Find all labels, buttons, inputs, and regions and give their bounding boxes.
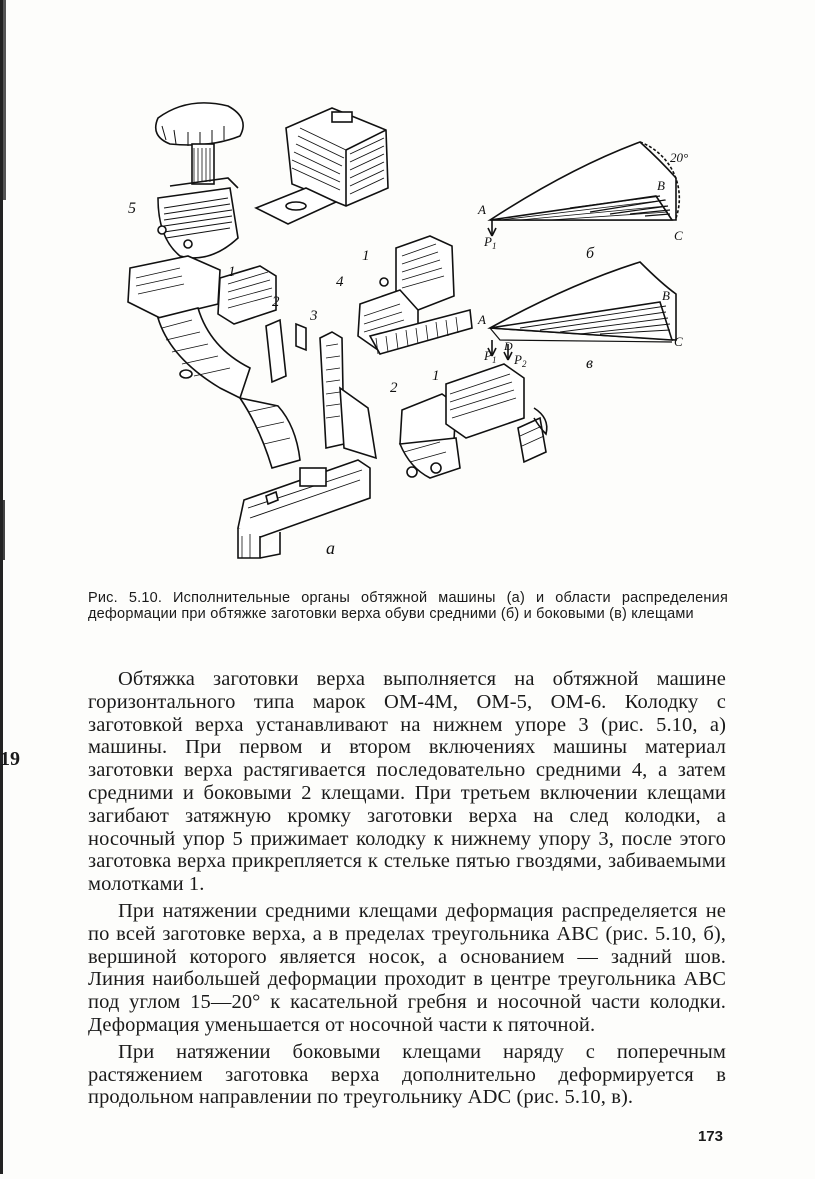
point-a: A	[478, 312, 486, 327]
force-p2: $P_2$	[514, 352, 527, 369]
pincers-assembly-drawing	[128, 256, 306, 468]
scan-edge	[0, 0, 8, 1174]
figure-illustration	[100, 88, 730, 566]
force-p1: $P_1$	[484, 234, 497, 251]
diagram-v-drawing	[488, 262, 676, 360]
label-1: 1	[228, 264, 236, 280]
middle-pincers-drawing	[358, 236, 472, 354]
page-number: 173	[697, 1128, 723, 1145]
point-b: B	[657, 178, 665, 193]
label-2: 2	[272, 294, 280, 310]
figure-5-10	[100, 88, 730, 566]
paragraph: При натяжении средними клещами деформация распределяется не по всей заготовке верха, а в пределах треугольника ABC (рис. 5.10, б), вершиной которого является носок, а основанием — задний шов. Линия наибольшей деформации проходит в центре треугольника ABC под углом 15—20° к касательной гребня и носочной части колодки. Деформация уменьшается от носочной части к пяточной.	[88, 899, 726, 1036]
label-a: а	[326, 538, 335, 558]
label-1: 1	[362, 248, 370, 264]
label-2: 2	[390, 380, 398, 396]
point-a: A	[478, 202, 486, 217]
lower-rest-drawing	[238, 332, 376, 558]
label-1: 1	[432, 368, 440, 384]
side-pincers-drawing	[400, 364, 547, 478]
figure-caption: Рис. 5.10. Исполнительные органы обтяжной машины (а) и области распределения деформации при обтяжке заготовки верха обуви средними (б) и боковыми (в) клещами	[88, 590, 728, 622]
label-v: в	[586, 355, 593, 372]
paragraph: При натяжении боковыми клещами наряду с поперечным растяжением заготовка верха дополнительно деформируется в продольном направлении по треугольнику ADC (рис. 5.10, в).	[88, 1040, 726, 1109]
nose-rest-drawing	[156, 103, 243, 258]
angle-label: 20°	[670, 150, 689, 165]
margin-mark: 19	[0, 748, 20, 770]
label-3: 3	[310, 308, 318, 324]
force-p1: $P_1$	[484, 348, 497, 365]
label-4: 4	[336, 274, 344, 290]
point-c: C	[674, 228, 683, 243]
point-b: B	[662, 288, 670, 303]
diagram-b-drawing	[488, 142, 679, 236]
body-text	[88, 668, 726, 1109]
point-c: C	[674, 334, 683, 349]
paragraph: Обтяжка заготовки верха выполняется на обтяжной машине горизонтального типа марок ОМ-4М, ОМ-5, ОМ-6. Колодку с заготовкой верха устанавливают на нижнем упоре 3 (рис. 5.10, а) машины. При первом и втором включениях машины материал заготовки верха растягивается последовательно средними 4, а затем средними и боковыми 2 клещами. При третьем включении клещами загибают затяжную кромку заготовки верха на след колодки, а носочный упор 5 прижимает колодку к нижнему упору 3, после этого заготовка верха прикрепляется к стельке пятью гвоздями, забиваемыми молотками 1.	[88, 668, 726, 896]
counter-block-drawing	[256, 108, 388, 224]
label-b: б	[586, 245, 595, 262]
label-5: 5	[128, 200, 136, 217]
point-d: D	[504, 339, 513, 353]
